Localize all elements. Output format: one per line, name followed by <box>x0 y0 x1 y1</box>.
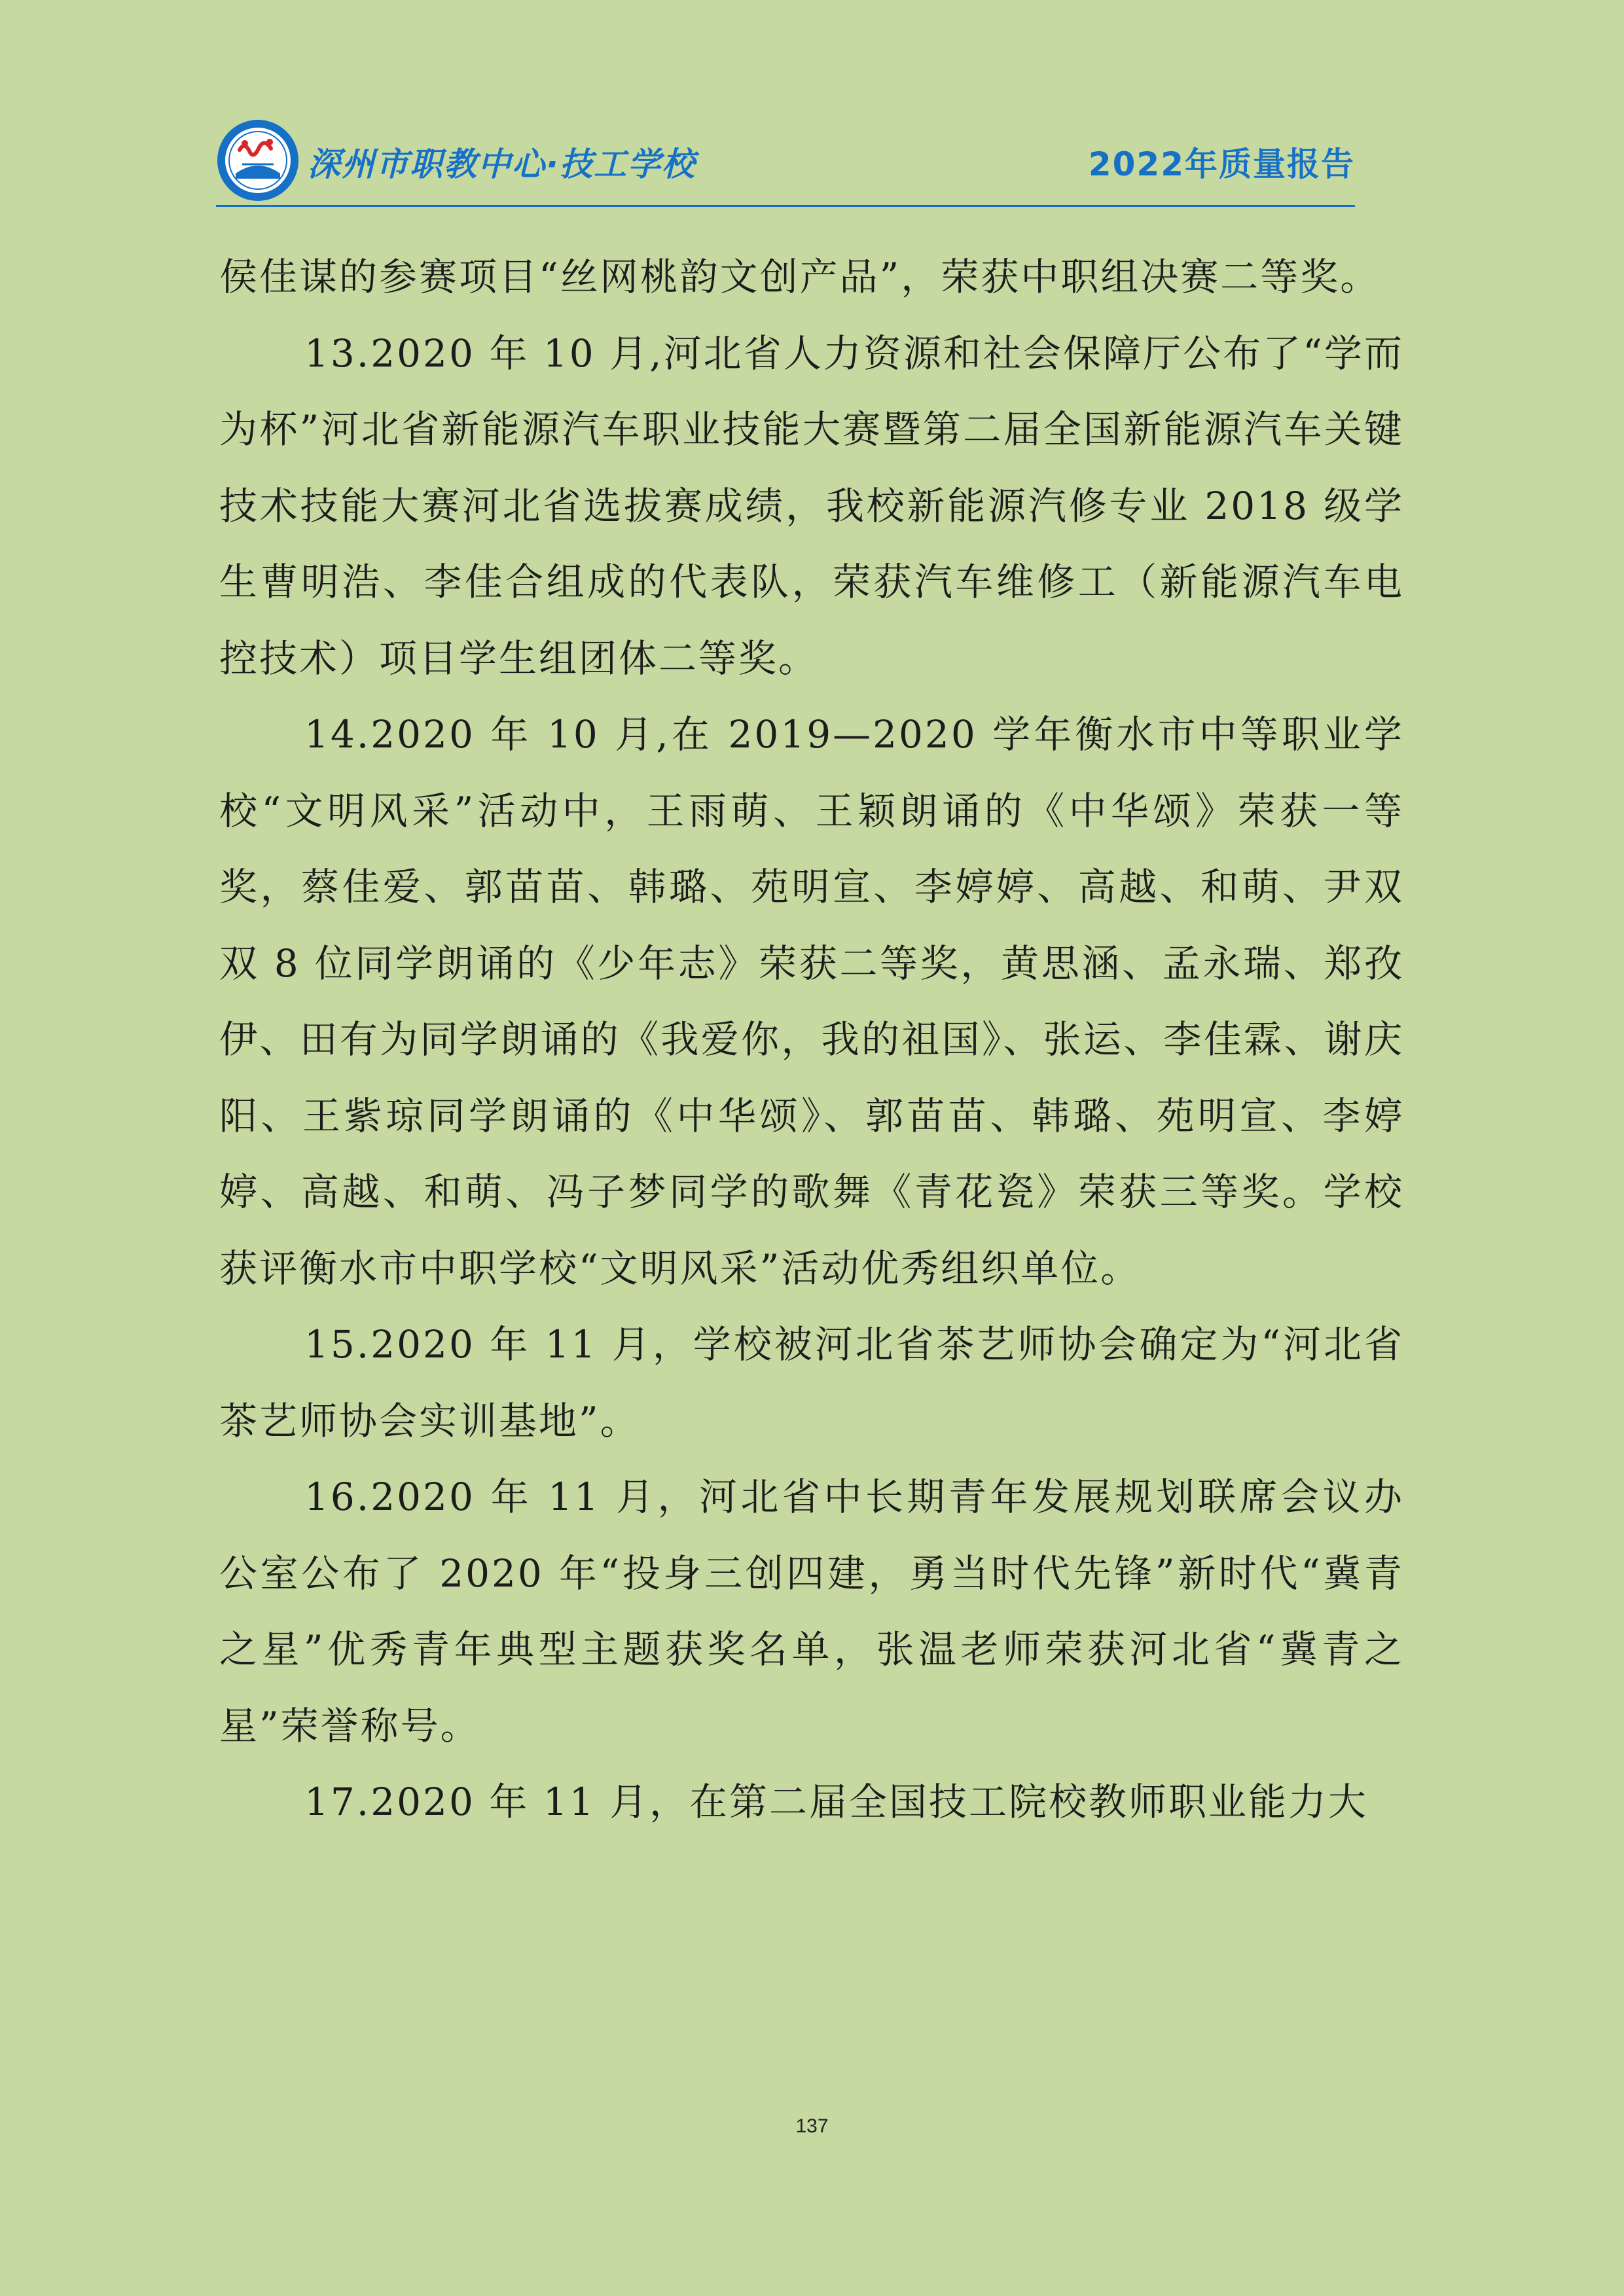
paragraph-continued: 侯佳谋的参赛项目“丝网桃韵文创产品”，荣获中职组决赛二等奖。 <box>219 255 1380 299</box>
school-name: 深州市职教中心·技工学校 <box>308 145 696 183</box>
paragraph-item-14: 14.2020 年 10 月,在 2019—2020 学年衡水市中等职业学校“文明风采”活动中，王雨萌、王颖朗诵的《中华颂》荣获一等奖，蔡佳爱、郭苗苗、韩璐、苑明宣、李婷婷、高越、和萌、尹双双 8 位同学朗诵的《少年志》荣获二等奖，黄思涵、孟永瑞、郑孜伊、田有为同学朗诵的《我爱你，我的祖国》、张运、李佳霖、谢庆阳、王紫琼同学朗诵的《中华颂》、郭苗苗、韩璐、苑明宣、李婷婷、高越、和萌、冯子梦同学的歌舞《青花瓷》荣获三等奖。学校获评衡水市中职学校“文明风采”活动优秀组织单位。 <box>219 712 1404 1291</box>
body-text <box>219 239 1404 1840</box>
page-header <box>216 115 1355 206</box>
paragraph-item-13: 13.2020 年 10 月,河北省人力资源和社会保障厅公布了“学而为杯”河北省新能源汽车职业技能大赛暨第二届全国新能源汽车关键技术技能大赛河北省选拔赛成绩，我校新能源汽修专业 2018 级学生曹明浩、李佳合组成的代表队，荣获汽车维修工（新能源汽车电控技术）项目学生组团体二等奖。 <box>219 331 1404 681</box>
paragraph-item-16: 16.2020 年 11 月，河北省中长期青年发展规划联席会议办公室公布了 2020 年“投身三创四建，勇当时代先锋”新时代“冀青之星”优秀青年典型主题获奖名单，张温老师荣获河北省“冀青之星”荣誉称号。 <box>219 1475 1404 1748</box>
header-divider <box>216 205 1355 207</box>
page-number: 137 <box>795 2115 829 2137</box>
paragraph-item-15: 15.2020 年 11 月，学校被河北省茶艺师协会确定为“河北省茶艺师协会实训基地”。 <box>219 1322 1404 1443</box>
paragraph-item-17: 17.2020 年 11 月，在第二届全国技工院校教师职业能力大 <box>304 1780 1368 1824</box>
school-logo-icon <box>216 118 300 202</box>
report-title: 2022年质量报告 <box>1088 145 1355 183</box>
